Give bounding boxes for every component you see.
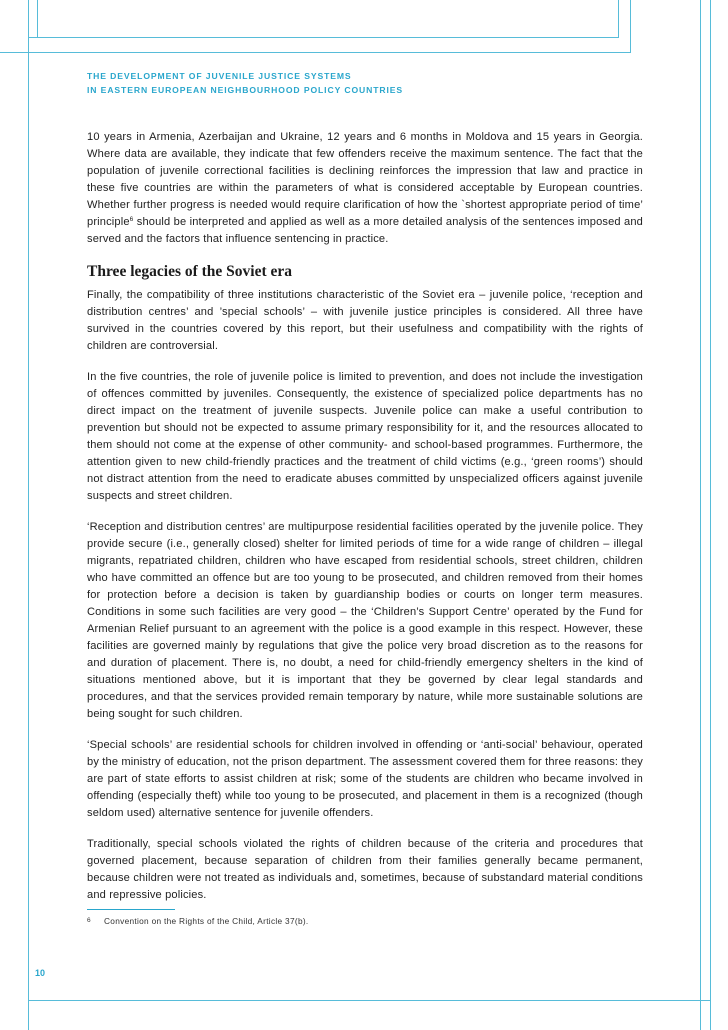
frame-line-right-2 <box>630 0 631 52</box>
frame-line-top-2 <box>0 52 631 53</box>
footnote-reference: 6 <box>129 216 134 223</box>
section-heading: Three legacies of the Soviet era <box>87 263 293 280</box>
running-header-line-1: THE DEVELOPMENT OF JUVENILE JUSTICE SYSTEMS <box>87 71 352 81</box>
paragraph-juvenile-police: In the five countries, the role of juvenile police is limited to prevention, and does not include the investigation of offences committed by juveniles. Consequently, the existence of specialized police departments has no direct impact on the treatment of juvenile suspects. Juvenile police can make a useful contribution to prevention but should not be expected to assume primary responsibility for it, and the resources allocated to them should not come at the expense of other community- and school-based programmes. Furthermore, the attention given to new child-friendly practices and the treatment of child victims (e.g., ‘green rooms’) should not distract attention from the need to eradicate abuses committed by unspecialized officers against juvenile suspects and street children. <box>87 371 643 502</box>
paragraph-special-schools: ‘Special schools’ are residential schools for children involved in offending or ‘anti-social’ behaviour, operated by the ministry of education, not the prison department. The assessment covered them for three reasons: they are part of state efforts to assist children at risk; some of the students are children who became involved in offending (especially theft) while too young to be prosecuted, and placement in them is a recognized (though seldom used) alternative sentence for juvenile offenders. <box>87 739 643 819</box>
page-number: 10 <box>35 968 46 978</box>
frame-line-left-inner <box>37 0 38 38</box>
frame-line-top-1 <box>28 37 619 38</box>
frame-line-bottom <box>28 1000 711 1001</box>
footnote-text: Convention on the Rights of the Child, Article 37(b). <box>104 916 309 926</box>
main-content <box>87 129 643 918</box>
paragraph-soviet-institutions: Finally, the compatibility of three institutions characteristic of the Soviet era – juvenile police, ‘reception and distribution centres’ and ’special schools’ – with juvenile justice principles is considered. All three have survived in the countries covered by this report, but their usefulness and compatibility with the rights of children are controversial. <box>87 289 643 352</box>
paragraph-special-schools-violations: Traditionally, special schools violated the rights of children because of the criteria and procedures that governed placement, because separation of children from their families generally became permanent, because children were not treated as individuals and, sometimes, because of substandard material conditions and repressive policies. <box>87 838 643 901</box>
frame-line-right-4 <box>710 0 711 1030</box>
paragraph-sentence-lengths-part-1: 10 years in Armenia, Azerbaijan and Ukraine, 12 years and 6 months in Moldova and 15 years in Georgia. Where data are available, they indicate that few offenders receive the maximum sentence. The fact that the population of juvenile correctional facilities is declining reinforces the impression that law and practice in these five countries are within the parameters of what is considered acceptable by European countries. Whether further progress is needed would require clarification of how the `shortest appropriate period of time’ principle <box>87 131 643 228</box>
paragraph-reception-centres: ‘Reception and distribution centres’ are multipurpose residential facilities operated by the juvenile police. They provide secure (i.e., generally closed) shelter for limited periods of time for a wide range of children – illegal migrants, repatriated children, children who have escaped from residential schools, street children, children who have committed an offence but are too young to be prosecuted, and children removed from their homes for protection before a decision is taken by guardianship bodies or courts on longer term measures. Conditions in some such facilities are very good – the ‘Children’s Support Centre’ operated by the Fund for Armenian Relief pursuant to an agreement with the police is a good example in this respect. However, these facilities are governed mainly by regulations that give the police very broad discretion as to the reasons for and duration of placement. There is, no doubt, a need for child-friendly emergency shelters in the kind of situations mentioned above, but it is important that they be governed by clear legal standards and procedures, and that the services provided remain temporary by nature, while more sustainable solutions are being sought for such children. <box>87 521 643 720</box>
footnote <box>87 916 309 926</box>
footnote-divider <box>87 909 175 910</box>
running-header <box>87 69 647 97</box>
frame-line-right-3 <box>700 0 701 1030</box>
running-header-line-2: IN EASTERN EUROPEAN NEIGHBOURHOOD POLICY COUNTRIES <box>87 85 404 95</box>
frame-line-left-outer <box>28 0 29 1030</box>
footnote-number: 6 <box>87 917 91 924</box>
paragraph-sentence-lengths-part-2: should be interpreted and applied as well as a more detailed analysis of the sentences imposed and served and the factors that influence sentencing in practice. <box>87 216 643 245</box>
paragraph-sentence-lengths <box>87 129 643 248</box>
frame-line-right-1 <box>618 0 619 38</box>
